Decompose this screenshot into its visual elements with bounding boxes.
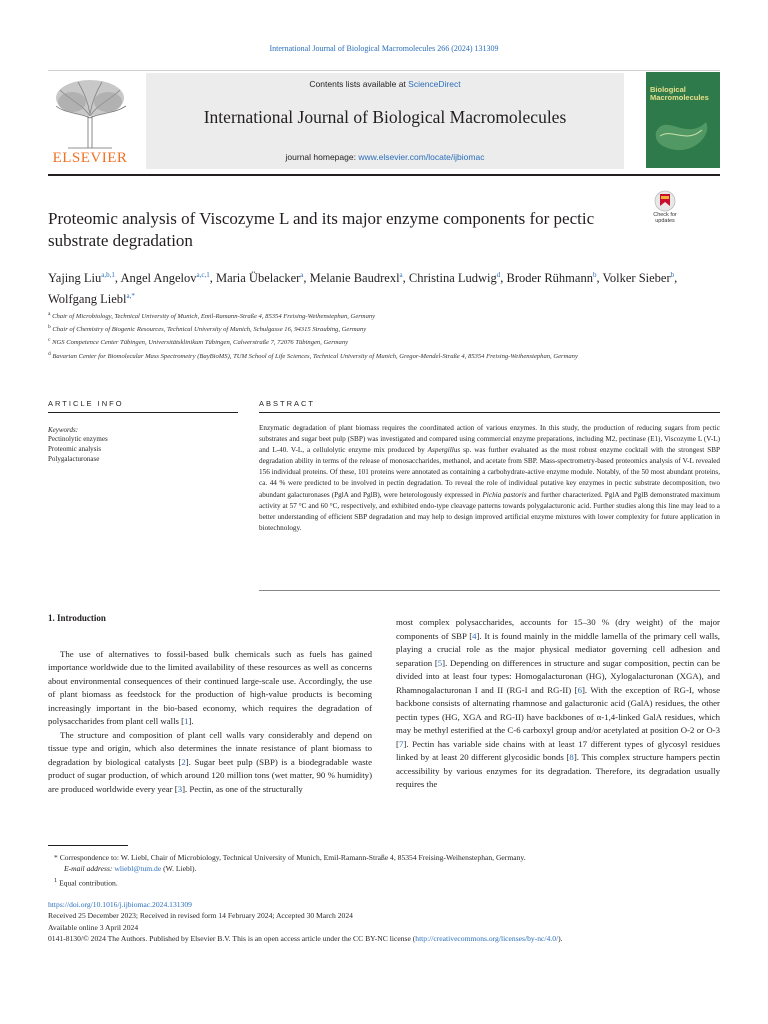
affiliation-text: Bavarian Center for Biomolecular Mass Spectrometry (BayBioMS), TUM School of Life Sciences, Technical University of Munich, Gregor-Mendel-Straße 4, 85354 Freising-Weihenstephan, Germany: [50, 352, 578, 360]
footnote-mark: 1: [54, 876, 58, 884]
paragraph-text: ]. Sugar beet pulp (SBP) is a biodegradable waste product of sugar production, of which around 120 million tons (wet matter, 90 % humidity) are produced worldwide every year [: [48, 756, 372, 794]
sciencedirect-link[interactable]: ScienceDirect: [408, 79, 461, 89]
body-paragraph: [48, 648, 372, 729]
author-name: Maria Übelacker: [215, 271, 301, 286]
keywords-label: Keywords:: [48, 426, 79, 434]
online-date: Available online 3 April 2024: [48, 922, 139, 932]
check-for-updates-label: Check for updates: [653, 212, 677, 224]
author-list: Yajing Liu$^{a,b,1}$, Angel Angelov$^{a,c,1}$, Maria Übelacker$^a$, Melanie Baudrexl$^a$, Christina Ludwig$^d$, Broder Rühmann$^b$, Volker Sieber$^b$, Wolfgang Liebl$^{a,*}$: [48, 271, 678, 307]
correspondence-note: [48, 852, 720, 863]
paragraph-text: ]. It is found mainly in the middle lamella of the primary cell walls, playing a crucial role as the major physical mediator governing cell adhesion and separation [: [396, 630, 720, 668]
correspondence-text: Correspondence to: W. Liebl, Chair of Microbiology, Technical University of Munich, Emil-Ramann-Straße 4, 85354 Freising-Weihenstephan, Germany.: [59, 853, 526, 862]
citation-link[interactable]: 5: [437, 657, 443, 668]
affiliation-marker: b: [48, 324, 51, 331]
paragraph-text: most complex polysaccharides, accounts for 15–30 % (dry weight) of the major components of SBP [: [396, 617, 720, 641]
body-paragraph: [48, 729, 372, 797]
email-link[interactable]: wliebl@tum.de: [114, 864, 162, 874]
paragraph-text: ].: [188, 716, 194, 726]
author-name: Wolfgang Liebl: [48, 292, 127, 307]
email-suffix: (W. Liebl).: [161, 864, 197, 874]
author-name: Christina Ludwig: [408, 271, 497, 286]
abstract-heading: ABSTRACT: [259, 399, 316, 408]
license-text: 0141-8130/© 2024 The Authors. Published by Elsevier B.V. This is an open access article under the CC BY-NC license (: [48, 933, 416, 943]
author-affiliation-marker[interactable]: a: [399, 271, 403, 279]
received-dates: Received 25 December 2023; Received in revised form 14 February 2024; Accepted 30 March 2024: [48, 911, 353, 921]
affiliation-item: [48, 309, 668, 322]
paragraph-text: ]. With the exception of RG-I, whose backbone consists of alternating rhamnose and galacturonic acid (GalA) residues, the other pectin types (HG, XGA and RG-II) have backbones of α-1,4-linked GalA residues, which may be methyl esterified at the C-6 carboxyl group and/or acetylated at position O-2 or O-3 [: [396, 684, 720, 749]
keyword-item: Polygalacturonase: [48, 455, 100, 463]
abstract-organism-1: Aspergillus: [427, 446, 461, 455]
license-link[interactable]: http://creativecommons.org/licenses/by-nc/4.0/: [415, 933, 559, 943]
equal-contribution-note: [48, 875, 720, 889]
author-affiliation-marker[interactable]: a,c,1: [196, 271, 210, 279]
paragraph-text: The structure and composition of plant cell walls vary considerably and depend on tissue type and origin, which also determines the innate resistance of plant biomass to degradation by biological catalysts [: [48, 729, 372, 767]
keyword-item: Proteomic analysis: [48, 445, 102, 453]
author-name: Volker Sieber: [602, 271, 671, 286]
footnotes: [48, 852, 720, 888]
citation-link[interactable]: 6: [577, 684, 582, 695]
abstract-part-3: and further characterized. PglA and PglB demonstrated maximum activity at 57 °C and 60 °C, respectively, and exhibited endo-type cleavage patterns towards polygalacturonic acid. Further studies along this line may lead to a better understanding of efficient SBP degradation and may help to design improved artificial enzyme mixtures with lower complexity for future application in biotechnology.: [259, 490, 720, 532]
body-column-left: [48, 612, 372, 796]
abstract-part-2: sp. was further evaluated as the most robust enzyme cocktail with the strongest SBP degradation ability in terms of the release of monosaccharides, methanol, and acetate from SBP. Mass-spectrometry-based proteomics analysis of V-L revealed 156 individual proteins. Of these, 101 proteins were annotated as containing a carbohydrate-active enzyme module. Notably, of the 50 most abundant proteins, ca. 44 % were predicted to be involved in pectin degradation. To reveal the role of individual putative key enzymes in pectic substrate decomposition, two abundant galacturonases (PglA and PglB), were heterologously expressed in: [259, 446, 720, 499]
equal-contribution-text: Equal contribution.: [59, 878, 118, 888]
author-name: Yajing Liu: [48, 271, 102, 286]
doi-link[interactable]: https://doi.org/10.1016/j.ijbiomac.2024.131309: [48, 900, 192, 909]
author-name: Angel Angelov: [120, 271, 197, 286]
author-affiliation-marker[interactable]: a,b,1: [101, 271, 115, 279]
author-affiliation-marker[interactable]: a,*: [126, 292, 135, 301]
article-title: Proteomic analysis of Viscozyme L and its major enzyme components for pectic substrate degradation: [48, 209, 595, 250]
body-column-right: [396, 616, 720, 792]
journal-citation[interactable]: International Journal of Biological Macromolecules 266 (2024) 131309: [269, 44, 499, 53]
asterisk-mark: *: [54, 853, 60, 862]
affiliation-marker: c: [48, 337, 51, 344]
author-affiliation-marker[interactable]: a: [300, 271, 304, 279]
affiliation-marker: d: [48, 350, 51, 357]
citation-link[interactable]: 7: [398, 738, 404, 749]
contents-line: [146, 79, 624, 89]
citation-link[interactable]: 1: [184, 716, 189, 726]
affiliation-marker: a: [48, 311, 51, 317]
citation-link[interactable]: 2: [181, 756, 186, 767]
email-note: [48, 863, 720, 874]
footnote-divider: [48, 845, 128, 846]
author-name: Melanie Baudrexl: [309, 271, 400, 286]
abstract-organism-2: Pichia pastoris: [482, 490, 527, 499]
publisher-name: ELSEVIER: [52, 150, 128, 166]
article-info-divider: [48, 412, 238, 413]
cover-title: Biological Macromolecules: [650, 85, 709, 102]
affiliation-text: Chair of Microbiology, Technical University of Munich, Emil-Ramann-Straße 4, 85354 Freising-Weihenstephan, Germany: [50, 313, 376, 321]
author-affiliation-marker[interactable]: d: [496, 271, 501, 279]
affiliation-text: NGS Competence Center Tübingen, Universitätsklinikum Tübingen, Calwerstraße 7, 72076 Tübingen, Germany: [50, 339, 349, 347]
affiliation-item: [48, 322, 668, 335]
paragraph-text: ]. This complex structure hampers pectin accessibility by various enzymes for its degradation. Therefore, its degradation usually requires the: [396, 752, 721, 789]
journal-title: International Journal of Biological Macromolecules: [203, 107, 567, 127]
citation-link[interactable]: 4: [472, 630, 477, 641]
affiliation-list: [48, 309, 668, 362]
abstract-divider: [259, 412, 720, 413]
abstract-part-1: Enzymatic degradation of plant biomass requires the coordinated action of various enzymes. In this study, the production of reducing sugars from pectic substrates and sugar beet pulp (SBP) was investigated and compared using commercial enzyme preparations, including M2, pectinase (E1), Viscozyme L (V-L) and L-40. V-L, a cellulolytic enzyme mix produced by: [259, 424, 720, 455]
section-heading-introduction: 1. Introduction: [48, 613, 106, 623]
keyword-item: Pectinolytic enzymes: [48, 435, 108, 443]
abstract-bottom-divider: [259, 590, 720, 591]
author-name: Broder Rühmann: [506, 271, 593, 286]
paragraph-text: ]. Pectin has variable side chains with at least 17 different types of glycosyl residues linked by at least 20 different glycosidic bonds [: [396, 738, 720, 762]
affiliation-text: Chair of Chemistry of Biogenic Resources, Technical University of Munich, Schulgasse 16, 94315 Straubing, Germany: [50, 326, 367, 334]
author-affiliation-marker[interactable]: b: [592, 271, 597, 279]
affiliation-item: [48, 335, 668, 348]
abstract-text: [259, 423, 720, 534]
citation-link[interactable]: 3: [177, 783, 183, 794]
citation-link[interactable]: 8: [569, 752, 574, 762]
publication-history: [48, 899, 720, 944]
paragraph-text: ]. Depending on differences in structure and sugar composition, pectin can be divided into at least four types: Homogalacturonan (HG), Xylogalacturonan (XGA), and Rhamnogalacturonan I and II (RG-I and RG-II) [: [396, 657, 720, 695]
keyword-list: [48, 434, 108, 464]
contents-prefix: Contents lists available at: [309, 79, 409, 89]
body-paragraph: [396, 616, 720, 792]
license-suffix: ).: [558, 933, 563, 943]
email-label: E-mail address:: [64, 864, 113, 874]
homepage-prefix: journal homepage:: [285, 152, 359, 162]
header-divider: [48, 174, 720, 176]
homepage-line: [146, 152, 624, 162]
paragraph-text: ]. Pectin, as one of the structurally: [182, 783, 303, 794]
license-line: [48, 933, 720, 944]
journal-homepage-link[interactable]: www.elsevier.com/locate/ijbiomac: [358, 152, 485, 162]
author-affiliation-marker[interactable]: b: [670, 271, 675, 279]
affiliation-item: [48, 349, 668, 362]
article-info-heading: ARTICLE INFO: [48, 399, 124, 408]
paragraph-text: The use of alternatives to fossil-based bulk chemicals such as fuels has gained importance worldwide due to the limited availability of these resources as well as concerns about environmental consequences of their continued large-scale use. Accordingly, the use of plant biomass as feedstock for the production of high-value products is becoming increasingly important in the bio-based economy, which requires the degradation of polysaccharides from plant cell walls [: [48, 648, 372, 726]
header-top-divider: [48, 70, 720, 71]
